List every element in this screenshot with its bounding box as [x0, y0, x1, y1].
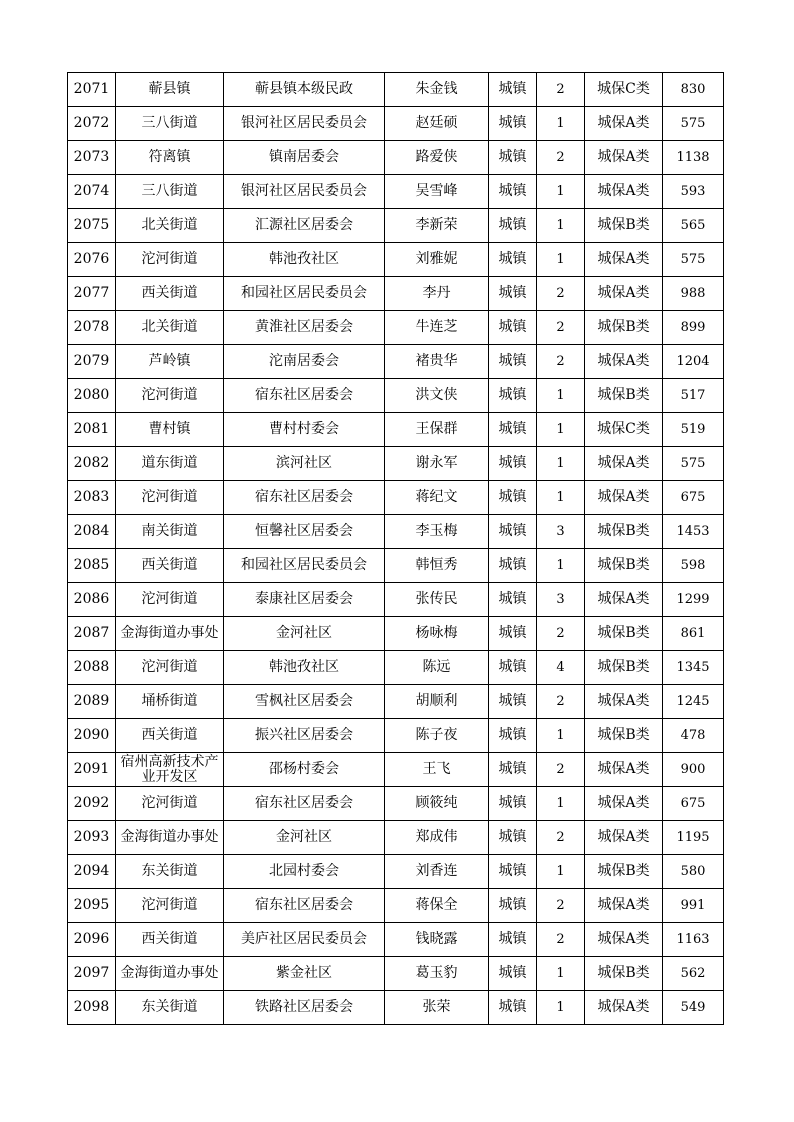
table-row — [68, 481, 724, 515]
insurance-category-cell: 城保A类 — [585, 787, 663, 821]
table-row — [68, 345, 724, 379]
name-cell: 钱晓露 — [385, 923, 489, 957]
name-cell: 吴雪峰 — [385, 175, 489, 209]
town-cell: 西关街道 — [116, 923, 224, 957]
town-cell: 沱河街道 — [116, 379, 224, 413]
insurance-category-cell: 城保B类 — [585, 957, 663, 991]
table-row — [68, 379, 724, 413]
amount-cell: 1299 — [663, 583, 724, 617]
community-cell: 银河社区居民委员会 — [224, 107, 385, 141]
amount-cell: 675 — [663, 787, 724, 821]
community-cell: 北园村委会 — [224, 855, 385, 889]
name-cell: 赵廷硕 — [385, 107, 489, 141]
amount-cell: 1453 — [663, 515, 724, 549]
name-cell: 李新荣 — [385, 209, 489, 243]
community-cell: 曹村村委会 — [224, 413, 385, 447]
amount-cell: 1204 — [663, 345, 724, 379]
town-cell: 东关街道 — [116, 991, 224, 1025]
town-cell: 符离镇 — [116, 141, 224, 175]
insurance-category-cell: 城保A类 — [585, 685, 663, 719]
serial-number-cell: 2082 — [68, 447, 116, 481]
insurance-category-cell: 城保B类 — [585, 515, 663, 549]
insurance-category-cell: 城保A类 — [585, 345, 663, 379]
amount-cell: 580 — [663, 855, 724, 889]
household-count-cell: 2 — [537, 889, 585, 923]
amount-cell: 900 — [663, 753, 724, 787]
town-cell: 西关街道 — [116, 719, 224, 753]
household-count-cell: 1 — [537, 787, 585, 821]
area-type-cell: 城镇 — [489, 583, 537, 617]
insurance-category-cell: 城保A类 — [585, 243, 663, 277]
area-type-cell: 城镇 — [489, 787, 537, 821]
amount-cell: 565 — [663, 209, 724, 243]
community-cell: 沱南居委会 — [224, 345, 385, 379]
amount-cell: 1345 — [663, 651, 724, 685]
table-row — [68, 719, 724, 753]
serial-number-cell: 2092 — [68, 787, 116, 821]
amount-cell: 899 — [663, 311, 724, 345]
table-row — [68, 685, 724, 719]
insurance-category-cell: 城保A类 — [585, 175, 663, 209]
town-cell: 沱河街道 — [116, 889, 224, 923]
table-row — [68, 821, 724, 855]
table-row — [68, 277, 724, 311]
household-count-cell: 1 — [537, 209, 585, 243]
household-count-cell: 3 — [537, 515, 585, 549]
amount-cell: 517 — [663, 379, 724, 413]
serial-number-cell: 2072 — [68, 107, 116, 141]
area-type-cell: 城镇 — [489, 889, 537, 923]
table-row — [68, 73, 724, 107]
serial-number-cell: 2098 — [68, 991, 116, 1025]
household-count-cell: 1 — [537, 413, 585, 447]
serial-number-cell: 2097 — [68, 957, 116, 991]
area-type-cell: 城镇 — [489, 209, 537, 243]
community-cell: 和园社区居民委员会 — [224, 277, 385, 311]
household-count-cell: 1 — [537, 991, 585, 1025]
name-cell: 王飞 — [385, 753, 489, 787]
community-cell: 黄淮社区居委会 — [224, 311, 385, 345]
table-row — [68, 617, 724, 651]
area-type-cell: 城镇 — [489, 345, 537, 379]
serial-number-cell: 2080 — [68, 379, 116, 413]
town-cell: 沱河街道 — [116, 583, 224, 617]
area-type-cell: 城镇 — [489, 753, 537, 787]
household-count-cell: 1 — [537, 719, 585, 753]
town-cell: 沱河街道 — [116, 243, 224, 277]
area-type-cell: 城镇 — [489, 379, 537, 413]
name-cell: 谢永军 — [385, 447, 489, 481]
community-cell: 紫金社区 — [224, 957, 385, 991]
table-row — [68, 175, 724, 209]
name-cell: 张荣 — [385, 991, 489, 1025]
serial-number-cell: 2073 — [68, 141, 116, 175]
amount-cell: 549 — [663, 991, 724, 1025]
community-cell: 宿东社区居委会 — [224, 787, 385, 821]
table-row — [68, 515, 724, 549]
town-cell: 三八街道 — [116, 175, 224, 209]
town-cell: 埇桥街道 — [116, 685, 224, 719]
serial-number-cell: 2090 — [68, 719, 116, 753]
town-cell: 沱河街道 — [116, 481, 224, 515]
household-count-cell: 2 — [537, 923, 585, 957]
community-cell: 蕲县镇本级民政 — [224, 73, 385, 107]
household-count-cell: 1 — [537, 379, 585, 413]
household-count-cell: 1 — [537, 549, 585, 583]
community-cell: 宿东社区居委会 — [224, 889, 385, 923]
name-cell: 韩恒秀 — [385, 549, 489, 583]
serial-number-cell: 2094 — [68, 855, 116, 889]
name-cell: 张传民 — [385, 583, 489, 617]
amount-cell: 861 — [663, 617, 724, 651]
serial-number-cell: 2086 — [68, 583, 116, 617]
serial-number-cell: 2087 — [68, 617, 116, 651]
area-type-cell: 城镇 — [489, 855, 537, 889]
table-row — [68, 107, 724, 141]
serial-number-cell: 2089 — [68, 685, 116, 719]
table-row — [68, 889, 724, 923]
insurance-category-cell: 城保A类 — [585, 141, 663, 175]
town-cell: 宿州高新技术产业开发区 — [116, 753, 224, 787]
community-cell: 和园社区居民委员会 — [224, 549, 385, 583]
table-row — [68, 991, 724, 1025]
household-count-cell: 1 — [537, 855, 585, 889]
table-row — [68, 413, 724, 447]
name-cell: 葛玉豹 — [385, 957, 489, 991]
household-count-cell: 3 — [537, 583, 585, 617]
name-cell: 刘雅妮 — [385, 243, 489, 277]
amount-cell: 1195 — [663, 821, 724, 855]
name-cell: 牛连芝 — [385, 311, 489, 345]
name-cell: 李丹 — [385, 277, 489, 311]
name-cell: 蒋保全 — [385, 889, 489, 923]
name-cell: 顾筱纯 — [385, 787, 489, 821]
amount-cell: 1138 — [663, 141, 724, 175]
insurance-category-cell: 城保B类 — [585, 719, 663, 753]
table-row — [68, 583, 724, 617]
insurance-category-cell: 城保B类 — [585, 617, 663, 651]
amount-cell: 1245 — [663, 685, 724, 719]
household-count-cell: 1 — [537, 243, 585, 277]
name-cell: 褚贵华 — [385, 345, 489, 379]
town-cell: 东关街道 — [116, 855, 224, 889]
household-count-cell: 2 — [537, 277, 585, 311]
household-count-cell: 2 — [537, 345, 585, 379]
insurance-category-cell: 城保A类 — [585, 753, 663, 787]
household-count-cell: 2 — [537, 311, 585, 345]
household-count-cell: 2 — [537, 753, 585, 787]
amount-cell: 519 — [663, 413, 724, 447]
household-count-cell: 1 — [537, 447, 585, 481]
roster-table — [67, 72, 724, 1025]
table-row — [68, 549, 724, 583]
area-type-cell: 城镇 — [489, 685, 537, 719]
town-cell: 西关街道 — [116, 277, 224, 311]
serial-number-cell: 2095 — [68, 889, 116, 923]
area-type-cell: 城镇 — [489, 991, 537, 1025]
name-cell: 王保群 — [385, 413, 489, 447]
area-type-cell: 城镇 — [489, 821, 537, 855]
community-cell: 泰康社区居委会 — [224, 583, 385, 617]
community-cell: 邵杨村委会 — [224, 753, 385, 787]
town-cell: 沱河街道 — [116, 651, 224, 685]
name-cell: 李玉梅 — [385, 515, 489, 549]
area-type-cell: 城镇 — [489, 73, 537, 107]
serial-number-cell: 2093 — [68, 821, 116, 855]
insurance-category-cell: 城保B类 — [585, 311, 663, 345]
insurance-category-cell: 城保A类 — [585, 481, 663, 515]
household-count-cell: 1 — [537, 175, 585, 209]
town-cell: 沱河街道 — [116, 787, 224, 821]
community-cell: 美庐社区居民委员会 — [224, 923, 385, 957]
name-cell: 胡顺利 — [385, 685, 489, 719]
amount-cell: 598 — [663, 549, 724, 583]
serial-number-cell: 2071 — [68, 73, 116, 107]
insurance-category-cell: 城保B类 — [585, 651, 663, 685]
table-row — [68, 923, 724, 957]
town-cell: 道东街道 — [116, 447, 224, 481]
name-cell: 路爱侠 — [385, 141, 489, 175]
community-cell: 韩池孜社区 — [224, 243, 385, 277]
name-cell: 陈远 — [385, 651, 489, 685]
amount-cell: 991 — [663, 889, 724, 923]
table-row — [68, 957, 724, 991]
insurance-category-cell: 城保C类 — [585, 413, 663, 447]
town-cell: 南关街道 — [116, 515, 224, 549]
household-count-cell: 2 — [537, 141, 585, 175]
name-cell: 蒋纪文 — [385, 481, 489, 515]
town-cell: 金海街道办事处 — [116, 617, 224, 651]
community-cell: 金河社区 — [224, 617, 385, 651]
area-type-cell: 城镇 — [489, 549, 537, 583]
area-type-cell: 城镇 — [489, 277, 537, 311]
insurance-category-cell: 城保B类 — [585, 379, 663, 413]
community-cell: 铁路社区居委会 — [224, 991, 385, 1025]
community-cell: 银河社区居民委员会 — [224, 175, 385, 209]
table-row — [68, 243, 724, 277]
serial-number-cell: 2096 — [68, 923, 116, 957]
town-cell: 金海街道办事处 — [116, 957, 224, 991]
table-row — [68, 141, 724, 175]
town-cell: 西关街道 — [116, 549, 224, 583]
insurance-category-cell: 城保A类 — [585, 991, 663, 1025]
name-cell: 刘香连 — [385, 855, 489, 889]
amount-cell: 575 — [663, 447, 724, 481]
community-cell: 宿东社区居委会 — [224, 379, 385, 413]
community-cell: 汇源社区居委会 — [224, 209, 385, 243]
amount-cell: 988 — [663, 277, 724, 311]
serial-number-cell: 2075 — [68, 209, 116, 243]
community-cell: 宿东社区居委会 — [224, 481, 385, 515]
area-type-cell: 城镇 — [489, 719, 537, 753]
household-count-cell: 4 — [537, 651, 585, 685]
area-type-cell: 城镇 — [489, 957, 537, 991]
town-cell: 北关街道 — [116, 311, 224, 345]
name-cell: 杨咏梅 — [385, 617, 489, 651]
name-cell: 郑成伟 — [385, 821, 489, 855]
area-type-cell: 城镇 — [489, 651, 537, 685]
area-type-cell: 城镇 — [489, 447, 537, 481]
town-cell: 金海街道办事处 — [116, 821, 224, 855]
area-type-cell: 城镇 — [489, 175, 537, 209]
community-cell: 恒馨社区居委会 — [224, 515, 385, 549]
household-count-cell: 2 — [537, 73, 585, 107]
amount-cell: 675 — [663, 481, 724, 515]
insurance-category-cell: 城保B类 — [585, 209, 663, 243]
amount-cell: 830 — [663, 73, 724, 107]
table-row — [68, 209, 724, 243]
serial-number-cell: 2088 — [68, 651, 116, 685]
community-cell: 振兴社区居委会 — [224, 719, 385, 753]
community-cell: 镇南居委会 — [224, 141, 385, 175]
insurance-category-cell: 城保A类 — [585, 923, 663, 957]
town-cell: 三八街道 — [116, 107, 224, 141]
amount-cell: 1163 — [663, 923, 724, 957]
serial-number-cell: 2076 — [68, 243, 116, 277]
area-type-cell: 城镇 — [489, 107, 537, 141]
table-row — [68, 855, 724, 889]
town-cell: 蕲县镇 — [116, 73, 224, 107]
serial-number-cell: 2084 — [68, 515, 116, 549]
amount-cell: 562 — [663, 957, 724, 991]
household-count-cell: 1 — [537, 481, 585, 515]
insurance-category-cell: 城保A类 — [585, 107, 663, 141]
community-cell: 韩池孜社区 — [224, 651, 385, 685]
table-row — [68, 787, 724, 821]
area-type-cell: 城镇 — [489, 311, 537, 345]
table-row — [68, 447, 724, 481]
insurance-category-cell: 城保B类 — [585, 855, 663, 889]
amount-cell: 593 — [663, 175, 724, 209]
name-cell: 陈子夜 — [385, 719, 489, 753]
insurance-category-cell: 城保A类 — [585, 583, 663, 617]
table-row — [68, 753, 724, 787]
amount-cell: 478 — [663, 719, 724, 753]
table-row — [68, 651, 724, 685]
area-type-cell: 城镇 — [489, 141, 537, 175]
town-cell: 北关街道 — [116, 209, 224, 243]
insurance-category-cell: 城保A类 — [585, 889, 663, 923]
serial-number-cell: 2081 — [68, 413, 116, 447]
area-type-cell: 城镇 — [489, 923, 537, 957]
serial-number-cell: 2091 — [68, 753, 116, 787]
area-type-cell: 城镇 — [489, 515, 537, 549]
insurance-category-cell: 城保B类 — [585, 549, 663, 583]
serial-number-cell: 2083 — [68, 481, 116, 515]
area-type-cell: 城镇 — [489, 413, 537, 447]
insurance-category-cell: 城保C类 — [585, 73, 663, 107]
amount-cell: 575 — [663, 107, 724, 141]
town-cell: 芦岭镇 — [116, 345, 224, 379]
area-type-cell: 城镇 — [489, 481, 537, 515]
serial-number-cell: 2079 — [68, 345, 116, 379]
name-cell: 洪文侠 — [385, 379, 489, 413]
household-count-cell: 2 — [537, 821, 585, 855]
community-cell: 金河社区 — [224, 821, 385, 855]
serial-number-cell: 2085 — [68, 549, 116, 583]
household-count-cell: 1 — [537, 957, 585, 991]
name-cell: 朱金钱 — [385, 73, 489, 107]
roster-body — [68, 73, 724, 1025]
community-cell: 雪枫社区居委会 — [224, 685, 385, 719]
town-cell: 曹村镇 — [116, 413, 224, 447]
insurance-category-cell: 城保A类 — [585, 447, 663, 481]
serial-number-cell: 2074 — [68, 175, 116, 209]
household-count-cell: 2 — [537, 617, 585, 651]
area-type-cell: 城镇 — [489, 243, 537, 277]
amount-cell: 575 — [663, 243, 724, 277]
community-cell: 滨河社区 — [224, 447, 385, 481]
table-row — [68, 311, 724, 345]
household-count-cell: 2 — [537, 685, 585, 719]
area-type-cell: 城镇 — [489, 617, 537, 651]
serial-number-cell: 2078 — [68, 311, 116, 345]
insurance-category-cell: 城保A类 — [585, 277, 663, 311]
insurance-category-cell: 城保A类 — [585, 821, 663, 855]
household-count-cell: 1 — [537, 107, 585, 141]
serial-number-cell: 2077 — [68, 277, 116, 311]
